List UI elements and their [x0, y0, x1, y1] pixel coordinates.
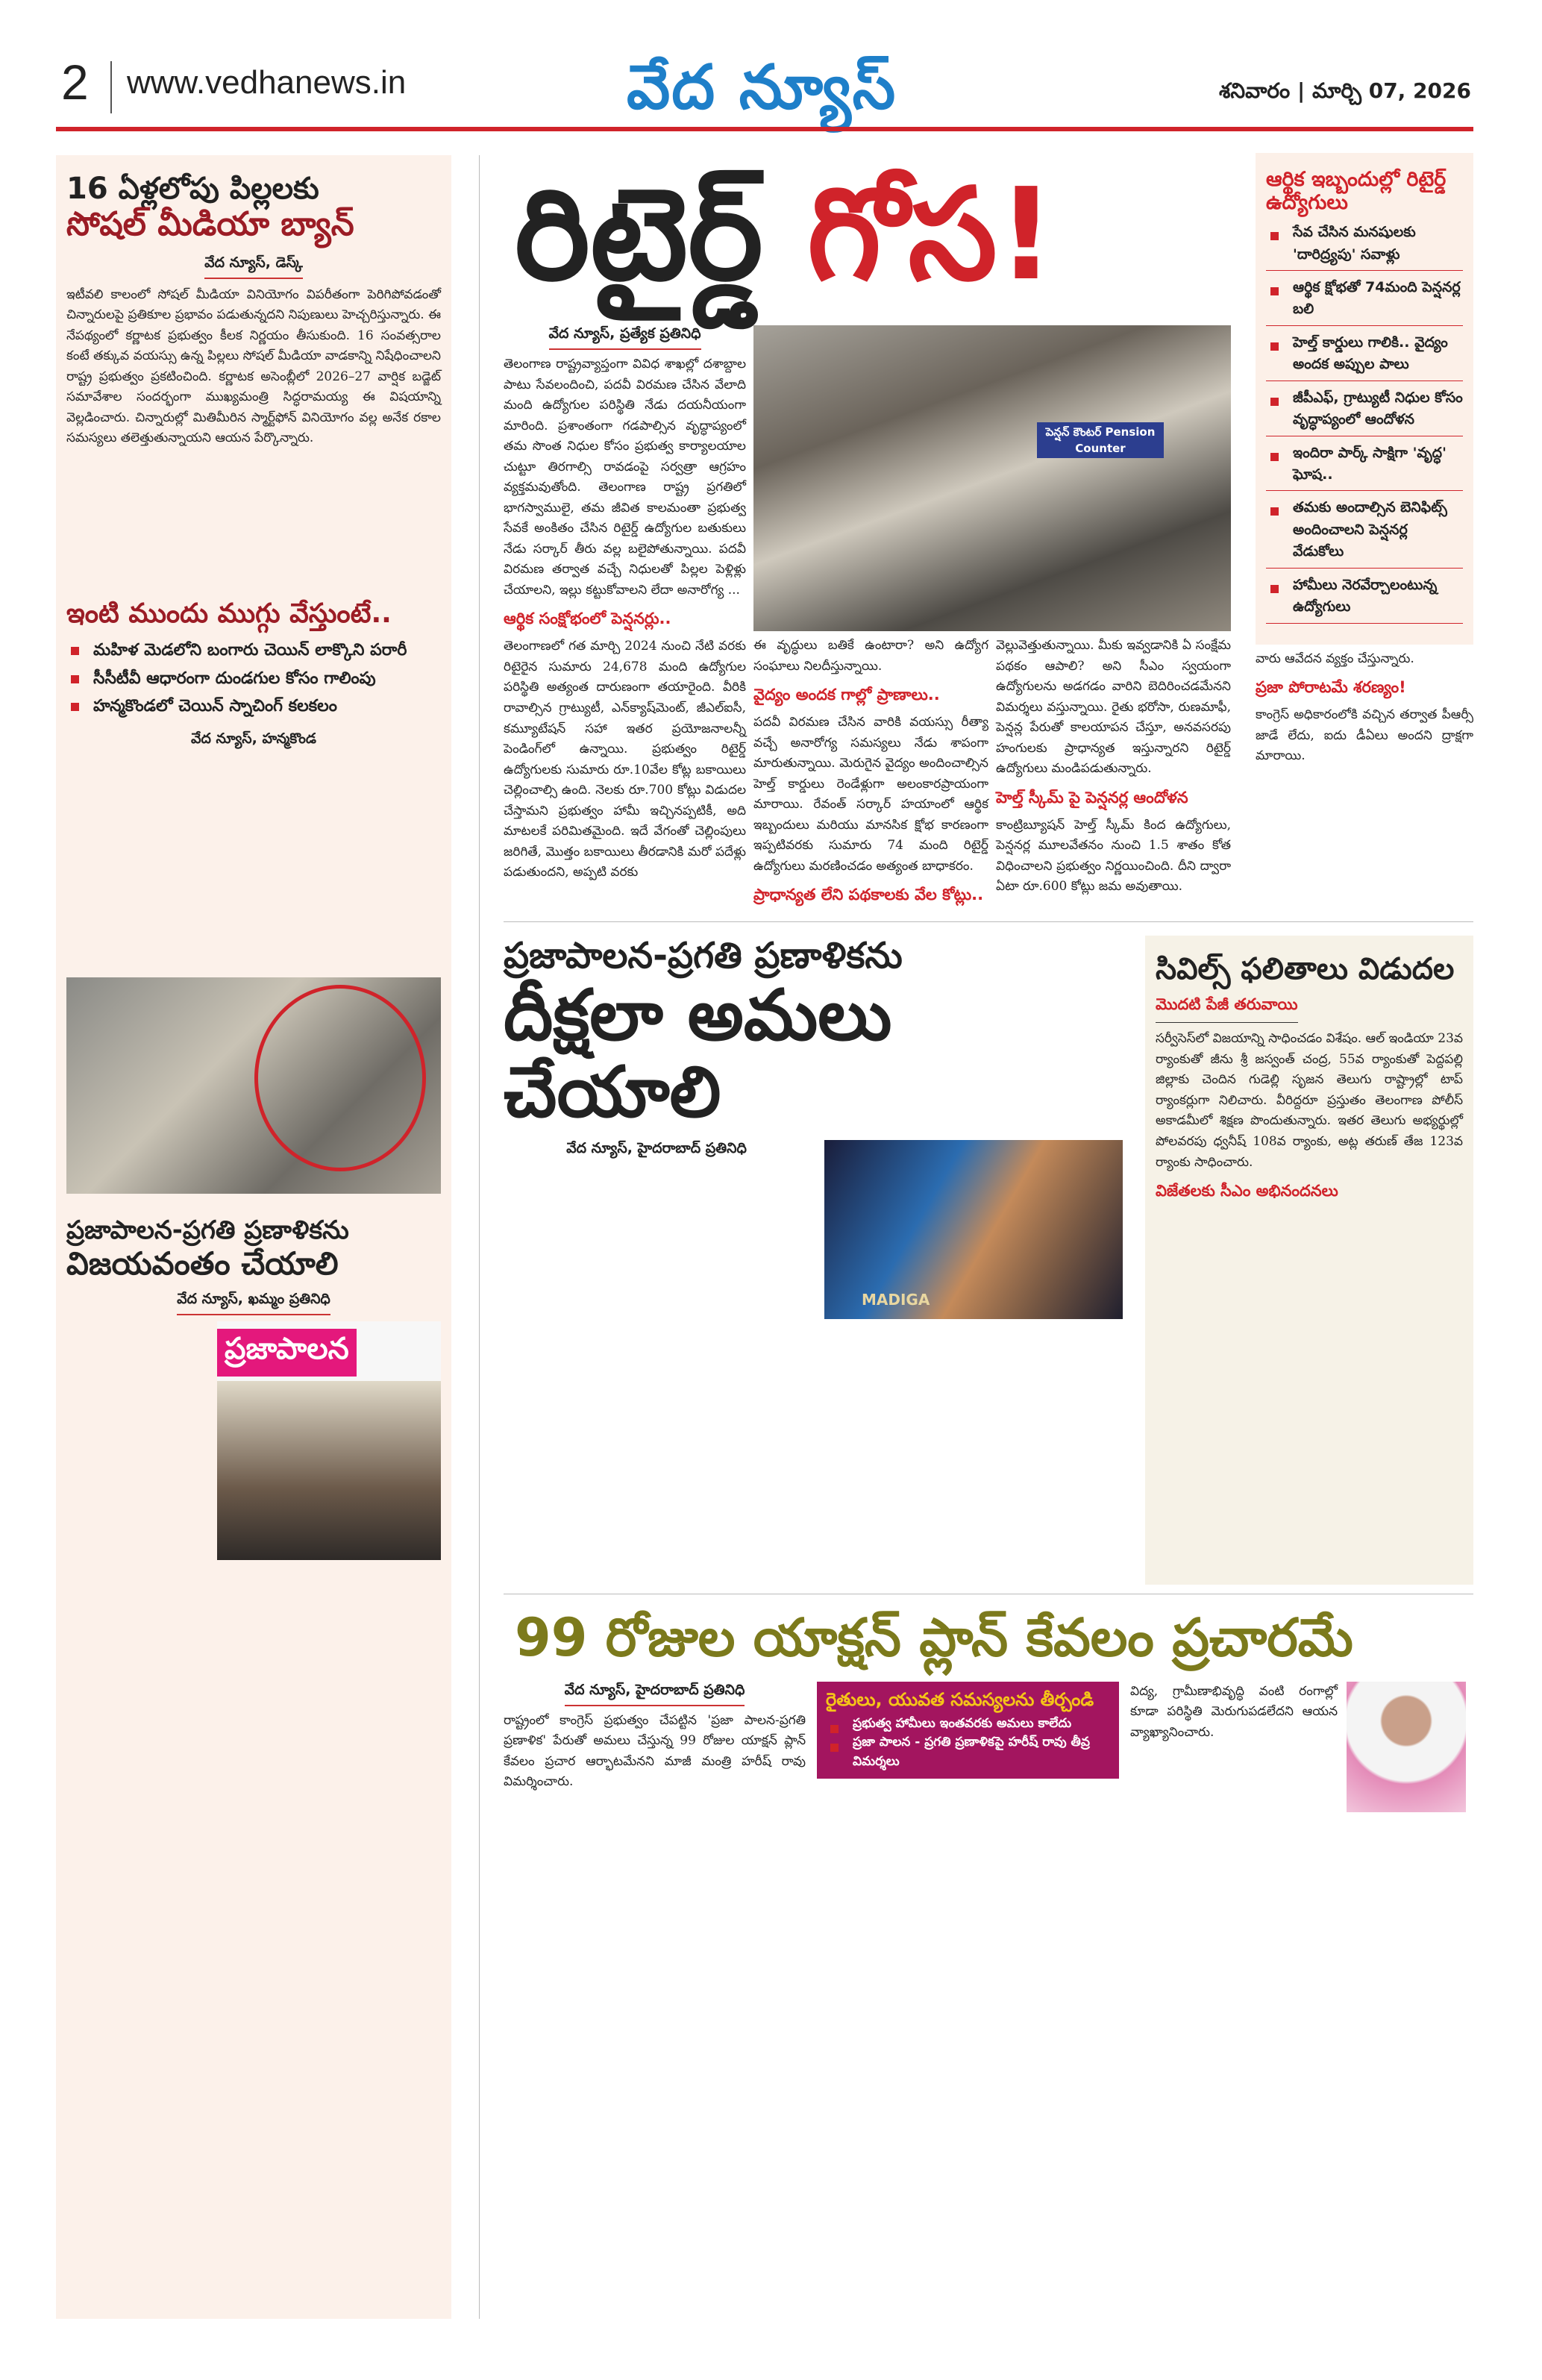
article-body	[504, 354, 746, 601]
cctv-photo	[66, 977, 441, 1194]
civils-results-box	[1145, 936, 1473, 1585]
continued-kicker: మొదటి పేజీ తరువాయి	[1156, 995, 1298, 1023]
list-item: ఇందిరా పార్క్ సాక్షిగా 'వృద్ధ' ఘోష..	[1266, 442, 1463, 492]
list-item: సీసీటీవీ ఆధారంగా దుండగుల కోసం గాలింపు	[66, 665, 441, 692]
headline: ఇంటి ముందు ముగ్గు వేస్తుంటే..	[66, 598, 392, 629]
article-body	[66, 285, 441, 449]
paragraph: విద్య, గ్రామీణాభివృద్ధి వంటి రంగాల్లో కూడా పరిస్థితి మెరుగుపడలేదని ఆయన వ్యాఖ్యానించారు.	[1130, 1683, 1338, 1740]
headline: సోషల్ మీడియా బ్యాన్	[66, 205, 354, 243]
byline: వేద న్యూస్, హైదరాబాద్ ప్రతినిధి	[565, 1682, 745, 1706]
list-item: ప్రజా పాలన - ప్రగతి ప్రణాళికపై హరీష్ రావు తీవ్ర విమర్శలు	[826, 1733, 1110, 1771]
byline: వేద న్యూస్, ప్రత్యేక ప్రతినిధి	[549, 325, 701, 350]
cm-speech-photo	[824, 1140, 1123, 1319]
bottom-highlight-box	[817, 1682, 1119, 1779]
column-divider	[479, 155, 480, 2319]
paragraph: కాంగ్రెస్ అధికారంలోకి వచ్చిన తర్వాత పీఆర్సీ జాడే లేదు, ఐదు డీఏలు అందని ద్రాక్షగా మారాయి.	[1256, 707, 1473, 764]
main-story-column-4	[1256, 649, 1473, 767]
subheading: ప్రాధాన్యత లేని పథకాలకు వేల కోట్లు..	[753, 886, 984, 904]
lead-story	[504, 153, 1231, 912]
byline: వేద న్యూస్, హైదరాబాద్ ప్రతినిధి	[566, 1140, 747, 1157]
list-item: సేవ చేసిన మనషులకు 'దారిద్ర్యపు' సవాళ్లు	[1266, 222, 1463, 271]
pensioners-photo	[753, 325, 1231, 631]
list-item: హన్మకొండలో చెయిన్ స్నాచింగ్ కలకలం	[66, 692, 441, 720]
headline: విజయవంతం చేయాలి	[66, 1244, 339, 1282]
paragraph: వారు ఆవేదన వ్యక్తం చేస్తున్నారు.	[1256, 651, 1414, 666]
article-body	[1256, 705, 1473, 767]
main-headline-black: రిటైర్డ్	[515, 161, 763, 309]
paragraph: పదవీ విరమణ చేసిన వారికి వయస్సు రీత్యా వచ్చే అనారోగ్య సమస్యలు నేడు శాపంగా మారుతున్నాయి. మెరుగైన వైద్యం అందించాల్సిన హెల్త్ కార్డులు రెండేళ్లుగా అలంకారప్రాయంగా మారాయి. రేవంత్ సర్కార్ హయాంలో ఆర్థిక ఇబ్బందులు మరియు మానసిక క్షోభ కారణంగా ఇప్పటివరకు సుమారు 74 మంది రిటైర్డ్ ఉద్యోగులు మరణించడం అత్యంత బాధాకరం.	[753, 715, 988, 874]
box-list	[826, 1714, 1110, 1772]
subheading: ఆర్థిక సంక్షోభంలో పెన్షనర్లు..	[504, 610, 671, 628]
highlight-circle	[254, 985, 426, 1171]
paragraph: వెల్లువెత్తుతున్నాయి. మీకు ఇవ్వడానికి ఏ సంక్షేమ పథకం ఆపాలి? అని సీఎం స్వయంగా ఉద్యోగులను అడగడం వారిని బెదిరించడమేనని విమర్శలు వస్తున్నాయి. రైతు భరోసా, రుణమాఫీ, పెన్షన్ల పేరుతో కాలయాపన చేస్తూ, అనవసరపు హంగులకు ప్రాధాన్యత ఇస్తున్నారని రిటైర్డ్ ఉద్యోగులు మండిపడుతున్నారు.	[996, 638, 1231, 777]
story-prajapalana-body	[504, 1140, 1123, 1319]
article-body	[1256, 649, 1473, 670]
story-social-media-ban	[66, 172, 441, 449]
bottom-column-1	[504, 1682, 806, 1796]
list-item: తమకు అందాల్సిన బెనిఫిట్స్ అందించాలని పెన్షనర్ల వేడుకోలు	[1266, 497, 1463, 568]
highlights-list	[66, 636, 441, 720]
paragraph: కాంట్రిబ్యూషన్ హెల్త్ స్కీమ్ కింద ఉద్యోగులు, పెన్షనర్ల మూలవేతనం నుంచి 1.5 శాతం కోత విధించాలని ప్రభుత్వం నిర్ణయించింది. దీని ద్వారా ఏటా రూ.600 కోట్లు జమ అవుతాయి.	[996, 817, 1231, 895]
main-story-column-2	[753, 636, 988, 912]
newspaper-logo: వేద న్యూస్	[627, 52, 897, 123]
article-body	[996, 636, 1231, 780]
podium-label: MADIGA	[862, 1291, 930, 1309]
main-headline-red: గోస!	[807, 161, 1056, 309]
paragraph: ఈ వృద్ధులు బతికే ఉంటారా? అని ఉద్యోగ సంఘాలు నిలదీస్తున్నాయి.	[753, 638, 988, 674]
page-number: 2	[61, 54, 89, 110]
main-story-photo-block	[753, 325, 1231, 912]
bottom-story-body	[504, 1682, 1473, 1812]
article-body	[504, 636, 746, 883]
paragraph: సర్వీసెస్‌లో విజయాన్ని సాధించడం విశేషం. ఆల్ ఇండియా 23వ ర్యాంకుతో జీను శ్రీ జస్వంత్ చంద్ర, 55వ ర్యాంకుతో పెద్దపల్లి జిల్లాకు చెందిన గుడెల్లి సృజన తెలుగు రాష్ట్రాల్లో టాప్ ర్యాంకర్లుగా నిలిచారు. వీరిద్దరూ ప్రస్తుతం తెలంగాణ పోలీస్ అకాడమీలో శిక్షణ పొందుతున్నారు. ఇతర తెలుగు అభ్యర్థుల్లో పోలవరపు ధ్వనీష్ 108వ ర్యాంకు, అట్ల తరుణ్ తేజ 123వ ర్యాంకు సాధించారు.	[1156, 1031, 1463, 1170]
paragraph: ఇటీవలి కాలంలో సోషల్ మీడియా వినియోగం విపరీతంగా పెరిగిపోవడంతో చిన్నారులపై ప్రతికూల ప్రభావం పడుతున్నదని నిపుణులు హెచ్చరిస్తున్నారు. ఈ నేపథ్యంలో కర్ణాటక ప్రభుత్వం కీలక నిర్ణయం తీసుకుంది. 16 సంవత్సరాల కంటే తక్కువ వయస్సు ఉన్న పిల్లలు సోషల్ మీడియా వాడకాన్ని నిషేధించాలని రాష్ట్ర ప్రభుత్వం ప్రకటించింది. కర్ణాటక అసెంబ్లీలో 2026–27 వార్షిక బడ్జెట్ సమావేశాల సందర్భంగా ముఖ్యమంత్రి సిద్ధరామయ్య ఈ విషయాన్ని వెల్లడించారు. చిన్నారుల్లో మితిమీరిన స్మార్ట్‌ఫోన్ వినియోగం వల్ల అనేక రకాల సమస్యలు తలెత్తుతున్నాయని ఆయన పేర్కొన్నారు.	[66, 286, 441, 446]
byline: వేద న్యూస్, డెస్క్	[204, 254, 303, 279]
photo-banner-text: ప్రజాపాలన	[217, 1329, 357, 1377]
story-chain-snatching	[66, 598, 441, 1194]
highlights-sidebar	[1256, 153, 1473, 645]
main-story-column-1	[504, 325, 746, 886]
issue-date: శనివారం | మార్చి 07, 2026	[1219, 78, 1471, 103]
list-item: మహిళ మెడలోని బంగారు చెయిన్ లాక్కొని పరారీ	[66, 636, 441, 664]
masthead-rule	[56, 127, 1473, 131]
website-url[interactable]: www.vedhanews.in	[127, 64, 407, 101]
byline: వేద న్యూస్, ఖమ్మం ప్రతినిధి	[177, 1291, 330, 1315]
list-item: హెల్త్ కార్డులు గాలికి.. వైద్యం అందక అప్పుల పాలు	[1266, 332, 1463, 381]
headline: ప్రజాపాలన-ప్రగతి ప్రణాళికను	[504, 935, 903, 977]
pension-counter-sign: పెన్షన్ కౌంటర్ Pension Counter	[1037, 422, 1164, 458]
sidebar-list	[1266, 222, 1463, 624]
minister-photo	[217, 1321, 441, 1560]
list-item: హామీలు నెరవేర్చాలంటున్న ఉద్యోగులు	[1266, 574, 1463, 624]
right-column	[1256, 153, 1473, 770]
article-body	[753, 636, 988, 677]
subheading: విజేతలకు సీఎం అభినందనలు	[1156, 1182, 1338, 1200]
story-khammam	[66, 1216, 441, 1559]
story-prajapalana	[504, 936, 1123, 1319]
list-item: ఆర్థిక క్షోభతో 74మంది పెన్షనర్ల బలి	[1266, 277, 1463, 326]
headline: 16 ఏళ్లలోపు పిల్లలకు	[66, 172, 319, 206]
box-title: రైతులు, యువత సమస్యలను తీర్చండి	[826, 1688, 1094, 1710]
bottom-column-3	[1130, 1682, 1466, 1812]
sidebar-title: ఆర్థిక ఇబ్బందుల్లో రిటైర్డ్ ఉద్యోగులు	[1266, 168, 1447, 215]
masthead-divider	[110, 61, 112, 113]
bottom-story	[504, 1608, 1473, 1812]
left-column	[56, 155, 451, 2319]
harish-rao-photo	[1347, 1682, 1466, 1812]
headline: సివిల్స్ ఫలితాలు విడుదల	[1156, 952, 1455, 987]
list-item: ప్రభుత్వ హామీలు ఇంతవరకు అమలు కాలేదు	[826, 1714, 1110, 1734]
subheading: ప్రజా పోరాటమే శరణ్యం!	[1256, 678, 1406, 697]
section-divider	[504, 921, 1473, 922]
paragraph: రాష్ట్రంలో కాంగ్రెస్ ప్రభుత్వం చేపట్టిన 'ప్రజా పాలన-ప్రగతి ప్రణాళిక' పేరుతో అమలు చేస్తున్న 99 రోజుల యాక్షన్ ప్లాన్ కేవలం ప్రచార ఆర్భాటమేనని మాజీ మంత్రి హరీష్ రావు విమర్శించారు.	[504, 1712, 806, 1790]
article-body	[504, 1711, 806, 1793]
subheading: వైద్యం అందక గాల్లో ప్రాణాలు..	[753, 686, 940, 704]
main-headline	[504, 153, 1231, 318]
subheading: హెల్త్ స్కీమ్ పై పెన్షనర్ల ఆందోళన	[996, 788, 1188, 807]
headline: ప్రజాపాలన-ప్రగతి ప్రణాళికను	[66, 1215, 349, 1246]
headline: దీక్షలా అమలు చేయాలి	[504, 974, 892, 1133]
article-body	[753, 713, 988, 877]
bottom-headline: 99 రోజుల యాక్షన్ ప్లాన్ కేవలం ప్రచారమే	[515, 1607, 1353, 1669]
paragraph: తెలంగాణ రాష్ట్రవ్యాప్తంగా వివిధ శాఖల్లో దశాబ్దాల పాటు సేవలందించి, పదవీ విరమణ చేసిన వేలాది మంది ఉద్యోగుల పరిస్థితి నేడు దయనీయంగా మారింది. ప్రశాంతంగా గడపాల్సిన వృద్ధాప్యంలో తమ సొంత నిధుల కోసం ప్రభుత్వ కార్యాలయాల చుట్టూ తిరగాల్సి రావడంపై సర్వత్రా ఆగ్రహం వ్యక్తమవుతోంది. తెలంగాణ రాష్ట్ర ప్రగతిలో భాగస్వాములై, తమ జీవిత కాలమంతా ప్రభుత్వ సేవకే అంకితం చేసిన రిటైర్డ్ ఉద్యోగుల బతుకులు నేడు సర్కార్ తీరు వల్ల బలైపోతున్నాయి. పదవీ విరమణ తర్వాత వచ్చే నిధులతో పిల్లల పెళ్లిళ్లు చేయాలని, ఇల్లు కట్టుకోవాలని లేదా అనారోగ్య ...	[504, 357, 746, 598]
paragraph: తెలంగాణలో గత మార్చి 2024 నుంచి నేటి వరకు రిటైరైన సుమారు 24,678 మంది ఉద్యోగుల పరిస్థితి అత్యంత దారుణంగా తయారైంది. వీరికి రావాల్సిన గ్రాట్యుటీ, ఎన్‌క్యాష్‌మెంట్, జీఎల్ఐసీ, కమ్యూటేషన్ సహా ఇతర ప్రయోజనాలన్నీ పెండింగ్‌లో ఉన్నాయి. ప్రభుత్వం రిటైర్డ్ ఉద్యోగులకు సుమారు రూ.10వేల కోట్ల బకాయిలు చెల్లించాల్సి ఉంది. నెలకు రూ.700 కోట్లు విడుదల చేస్తామని ప్రభుత్వం హామీ ఇచ్చినప్పటికీ, అది మాటలకే పరిమితమైంది. ఇదే వేగంతో చెల్లింపులు జరిగితే, మొత్తం బకాయిలు తీరడానికి మరో పదేళ్లు పడుతుందని, అప్పటి వరకు	[504, 639, 746, 880]
article-body	[996, 815, 1231, 898]
list-item: జీపీఎఫ్, గ్రాట్యుటీ నిధుల కోసం వృద్ధాప్యంలో ఆందోళన	[1266, 387, 1463, 436]
photo-below-columns	[753, 636, 1231, 912]
article-body	[1156, 1029, 1463, 1173]
main-story-column-3	[996, 636, 1231, 901]
second-row	[504, 936, 1473, 1585]
byline: వేద న్యూస్, హన్మకొండ	[191, 730, 316, 748]
center-area	[504, 153, 1473, 1812]
lead-story-body	[504, 325, 1231, 912]
lead-story-row	[504, 153, 1473, 912]
